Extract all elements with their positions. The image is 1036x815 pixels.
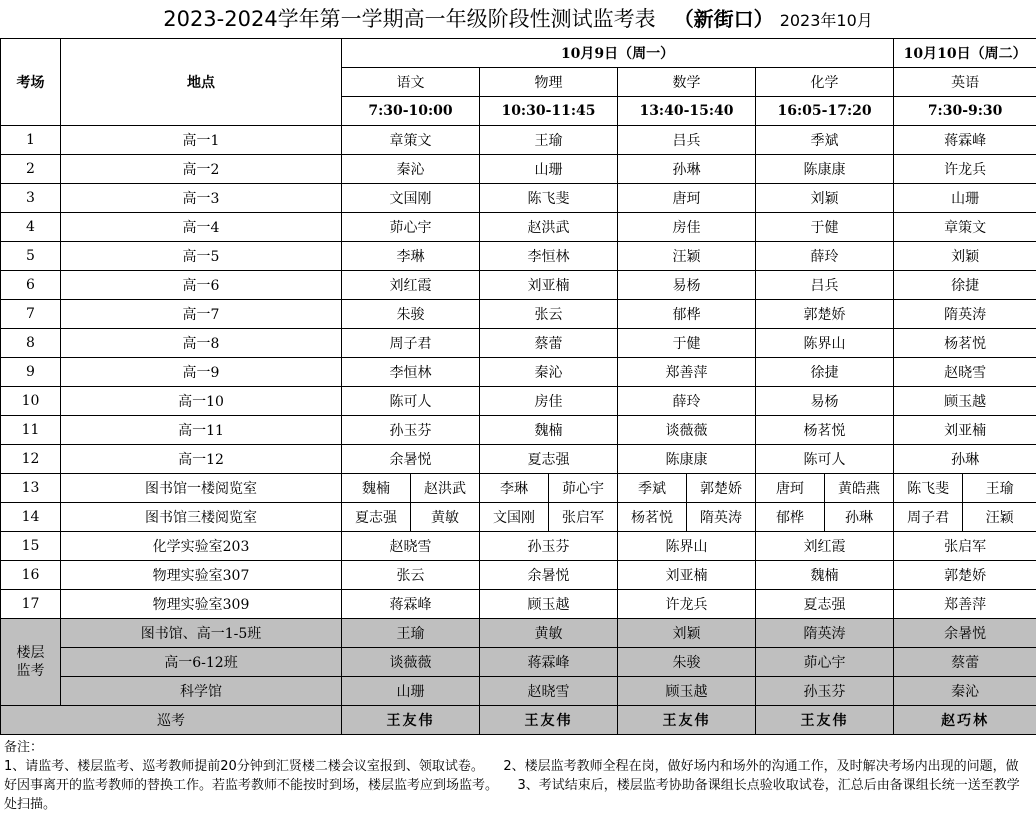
room-location: 高一7 [61, 300, 342, 329]
proctor-cell: 吕兵 [618, 126, 756, 155]
room-number: 12 [1, 445, 61, 474]
room-number: 6 [1, 271, 61, 300]
proctor-cell: 刘颖 [894, 242, 1036, 271]
table-row [1, 329, 1036, 358]
notes [4, 738, 1030, 814]
floor-proctor-cell: 秦沁 [894, 677, 1036, 706]
room-location: 高一9 [61, 358, 342, 387]
proctor-cell: 文国刚 [480, 503, 549, 532]
proctor-cell: 杨茗悦 [618, 503, 687, 532]
table-row [1, 416, 1036, 445]
proctor-cell: 孙琳 [825, 503, 894, 532]
proctor-cell: 孙玉芬 [480, 532, 618, 561]
schedule-table [0, 38, 1036, 735]
proctor-cell: 周子君 [342, 329, 480, 358]
proctor-cell: 隋英涛 [687, 503, 756, 532]
proctor-cell: 郁桦 [618, 300, 756, 329]
floor-proctor-cell: 黄敏 [480, 619, 618, 648]
floor-proctor-cell: 隋英涛 [756, 619, 894, 648]
proctor-cell: 赵晓雪 [894, 358, 1036, 387]
proctor-cell: 隋英涛 [894, 300, 1036, 329]
subject-chemistry: 化学 [756, 68, 894, 97]
floor-proctor-cell: 刘颖 [618, 619, 756, 648]
subject-english: 英语 [894, 68, 1036, 97]
proctor-cell: 茆心宇 [342, 213, 480, 242]
proctor-cell: 文国刚 [342, 184, 480, 213]
subject-math: 数学 [618, 68, 756, 97]
notes-body: 1、请监考、楼层监考、巡考教师提前20分钟到汇贤楼二楼会议室报到、领取试卷。 2、楼层监考教师全程在岗，做好场内和场外的沟通工作，及时解决考场内出现的问题，做好因事离开的监考教师的替换工作。若监考教师不能按时到场，楼层监考应到场监考。 3、考试结束后，楼层监考协助备课组长点验收取试卷，汇总后由备课组长统一送至教学处扫描。 [4, 759, 1020, 812]
proctor-cell: 王瑜 [963, 474, 1036, 503]
room-number: 1 [1, 126, 61, 155]
proctor-cell: 魏楠 [480, 416, 618, 445]
floor-proctor-cell: 赵晓雪 [480, 677, 618, 706]
proctor-cell: 刘亚楠 [480, 271, 618, 300]
proctor-cell: 章策文 [342, 126, 480, 155]
room-location: 高一8 [61, 329, 342, 358]
proctor-cell: 黄敏 [411, 503, 480, 532]
time-chemistry: 16:05-17:20 [756, 97, 894, 126]
patrol-label: 巡考 [1, 706, 342, 735]
table-row [1, 706, 1036, 735]
room-number: 11 [1, 416, 61, 445]
time-math: 13:40-15:40 [618, 97, 756, 126]
room-location: 物理实验室307 [61, 561, 342, 590]
header-day2: 10月10日（周二） [894, 39, 1036, 68]
floor-location: 高一6-12班 [61, 648, 342, 677]
proctor-cell: 山珊 [480, 155, 618, 184]
header-location: 地点 [61, 39, 342, 126]
proctor-cell: 刘亚楠 [894, 416, 1036, 445]
proctor-cell: 陈康康 [756, 155, 894, 184]
patrol-cell: 王友伟 [480, 706, 618, 735]
floor-location: 科学馆 [61, 677, 342, 706]
proctor-cell: 许龙兵 [618, 590, 756, 619]
room-location: 高一10 [61, 387, 342, 416]
table-row [1, 155, 1036, 184]
proctor-cell: 刘红霞 [342, 271, 480, 300]
proctor-cell: 刘亚楠 [618, 561, 756, 590]
proctor-cell: 张启军 [549, 503, 618, 532]
table-row [1, 271, 1036, 300]
room-location: 高一11 [61, 416, 342, 445]
proctor-cell: 魏楠 [342, 474, 411, 503]
proctor-cell: 陈康康 [618, 445, 756, 474]
proctor-cell: 李琳 [480, 474, 549, 503]
proctor-cell: 赵洪武 [480, 213, 618, 242]
room-number: 13 [1, 474, 61, 503]
floor-location: 图书馆、高一1-5班 [61, 619, 342, 648]
proctor-cell: 李恒林 [342, 358, 480, 387]
room-location: 高一5 [61, 242, 342, 271]
room-number: 3 [1, 184, 61, 213]
floor-proctor-cell: 顾玉越 [618, 677, 756, 706]
title-month: 2023年10月 [779, 11, 873, 30]
proctor-cell: 朱骏 [342, 300, 480, 329]
table-row [1, 358, 1036, 387]
proctor-cell: 唐珂 [618, 184, 756, 213]
floor-proctor-cell: 蔡蕾 [894, 648, 1036, 677]
proctor-cell: 刘红霞 [756, 532, 894, 561]
proctor-cell: 章策文 [894, 213, 1036, 242]
subject-chinese: 语文 [342, 68, 480, 97]
table-row [1, 184, 1036, 213]
room-number: 8 [1, 329, 61, 358]
proctor-cell: 陈可人 [342, 387, 480, 416]
proctor-cell: 于健 [756, 213, 894, 242]
proctor-cell: 汪颖 [618, 242, 756, 271]
floor-proctor-cell: 山珊 [342, 677, 480, 706]
room-number: 17 [1, 590, 61, 619]
table-row [1, 242, 1036, 271]
room-location: 高一4 [61, 213, 342, 242]
room-number: 4 [1, 213, 61, 242]
patrol-cell: 王友伟 [618, 706, 756, 735]
room-location: 物理实验室309 [61, 590, 342, 619]
table-row [1, 300, 1036, 329]
proctor-cell: 许龙兵 [894, 155, 1036, 184]
table-row [1, 445, 1036, 474]
floor-proctor-cell: 余暑悦 [894, 619, 1036, 648]
room-location: 高一3 [61, 184, 342, 213]
room-number: 10 [1, 387, 61, 416]
proctor-cell: 刘颖 [756, 184, 894, 213]
room-number: 7 [1, 300, 61, 329]
proctor-cell: 张云 [480, 300, 618, 329]
floor-proctor-cell: 茆心宇 [756, 648, 894, 677]
proctor-cell: 孙琳 [618, 155, 756, 184]
proctor-cell: 于健 [618, 329, 756, 358]
proctor-cell: 秦沁 [480, 358, 618, 387]
proctor-cell: 郑善萍 [618, 358, 756, 387]
room-location: 高一12 [61, 445, 342, 474]
table-row [1, 126, 1036, 155]
proctor-cell: 徐捷 [894, 271, 1036, 300]
table-row [1, 503, 1036, 532]
room-number: 14 [1, 503, 61, 532]
patrol-cell: 王友伟 [756, 706, 894, 735]
proctor-cell: 唐珂 [756, 474, 825, 503]
proctor-cell: 谈薇薇 [618, 416, 756, 445]
proctor-cell: 杨茗悦 [756, 416, 894, 445]
proctor-cell: 李琳 [342, 242, 480, 271]
notes-head: 备注： [4, 740, 44, 755]
proctor-cell: 黄皓燕 [825, 474, 894, 503]
floor-proctor-cell: 朱骏 [618, 648, 756, 677]
subject-physics: 物理 [480, 68, 618, 97]
patrol-cell: 赵巧林 [894, 706, 1036, 735]
proctor-cell: 郭楚娇 [756, 300, 894, 329]
proctor-cell: 夏志强 [480, 445, 618, 474]
proctor-cell: 蒋霖峰 [342, 590, 480, 619]
proctor-cell: 李恒林 [480, 242, 618, 271]
proctor-cell: 蔡蕾 [480, 329, 618, 358]
proctor-cell: 郑善萍 [894, 590, 1036, 619]
proctor-cell: 郭楚娇 [894, 561, 1036, 590]
proctor-cell: 陈界山 [756, 329, 894, 358]
floor-proctor-label: 楼层监考 [1, 619, 61, 706]
room-location: 高一1 [61, 126, 342, 155]
room-number: 16 [1, 561, 61, 590]
proctor-cell: 赵晓雪 [342, 532, 480, 561]
proctor-cell: 山珊 [894, 184, 1036, 213]
proctor-cell: 陈飞斐 [894, 474, 963, 503]
proctor-cell: 周子君 [894, 503, 963, 532]
proctor-cell: 房佳 [480, 387, 618, 416]
proctor-cell: 夏志强 [756, 590, 894, 619]
proctor-cell: 陈可人 [756, 445, 894, 474]
proctor-cell: 杨茗悦 [894, 329, 1036, 358]
proctor-cell: 秦沁 [342, 155, 480, 184]
room-location: 化学实验室203 [61, 532, 342, 561]
proctor-cell: 季斌 [618, 474, 687, 503]
proctor-cell: 徐捷 [756, 358, 894, 387]
patrol-cell: 王友伟 [342, 706, 480, 735]
title-main: 2023-2024学年第一学期高一年级阶段性测试监考表 [163, 7, 656, 31]
proctor-cell: 魏楠 [756, 561, 894, 590]
room-number: 15 [1, 532, 61, 561]
table-row [1, 648, 1036, 677]
proctor-cell: 房佳 [618, 213, 756, 242]
proctor-cell: 汪颖 [963, 503, 1036, 532]
proctor-cell: 易杨 [756, 387, 894, 416]
proctor-cell: 赵洪武 [411, 474, 480, 503]
table-row [1, 561, 1036, 590]
floor-proctor-cell: 王瑜 [342, 619, 480, 648]
proctor-cell: 薛玲 [618, 387, 756, 416]
time-english: 7:30-9:30 [894, 97, 1036, 126]
proctor-cell: 顾玉越 [480, 590, 618, 619]
proctor-cell: 孙玉芬 [342, 416, 480, 445]
proctor-cell: 孙琳 [894, 445, 1036, 474]
proctor-cell: 夏志强 [342, 503, 411, 532]
room-number: 9 [1, 358, 61, 387]
table-row [1, 213, 1036, 242]
table-row [1, 619, 1036, 648]
table-row [1, 387, 1036, 416]
header-room: 考场 [1, 39, 61, 126]
header-day1: 10月9日（周一） [342, 39, 894, 68]
room-location: 高一6 [61, 271, 342, 300]
time-chinese: 7:30-10:00 [342, 97, 480, 126]
page-title [0, 0, 1036, 38]
proctor-cell: 茆心宇 [549, 474, 618, 503]
title-campus: （新街口） [673, 7, 774, 31]
table-row [1, 474, 1036, 503]
proctor-cell: 季斌 [756, 126, 894, 155]
proctor-cell: 吕兵 [756, 271, 894, 300]
proctor-cell: 陈飞斐 [480, 184, 618, 213]
proctor-cell: 张启军 [894, 532, 1036, 561]
floor-proctor-cell: 蒋霖峰 [480, 648, 618, 677]
room-number: 2 [1, 155, 61, 184]
table-row [1, 677, 1036, 706]
room-location: 高一2 [61, 155, 342, 184]
proctor-cell: 蒋霖峰 [894, 126, 1036, 155]
proctor-cell: 易杨 [618, 271, 756, 300]
room-location: 图书馆一楼阅览室 [61, 474, 342, 503]
table-row [1, 590, 1036, 619]
proctor-cell: 张云 [342, 561, 480, 590]
time-physics: 10:30-11:45 [480, 97, 618, 126]
room-number: 5 [1, 242, 61, 271]
proctor-cell: 余暑悦 [342, 445, 480, 474]
floor-proctor-cell: 谈薇薇 [342, 648, 480, 677]
room-location: 图书馆三楼阅览室 [61, 503, 342, 532]
proctor-cell: 郁桦 [756, 503, 825, 532]
floor-proctor-cell: 孙玉芬 [756, 677, 894, 706]
proctor-cell: 薛玲 [756, 242, 894, 271]
proctor-cell: 顾玉越 [894, 387, 1036, 416]
proctor-cell: 陈界山 [618, 532, 756, 561]
proctor-cell: 王瑜 [480, 126, 618, 155]
table-row [1, 532, 1036, 561]
proctor-cell: 郭楚娇 [687, 474, 756, 503]
proctor-cell: 余暑悦 [480, 561, 618, 590]
